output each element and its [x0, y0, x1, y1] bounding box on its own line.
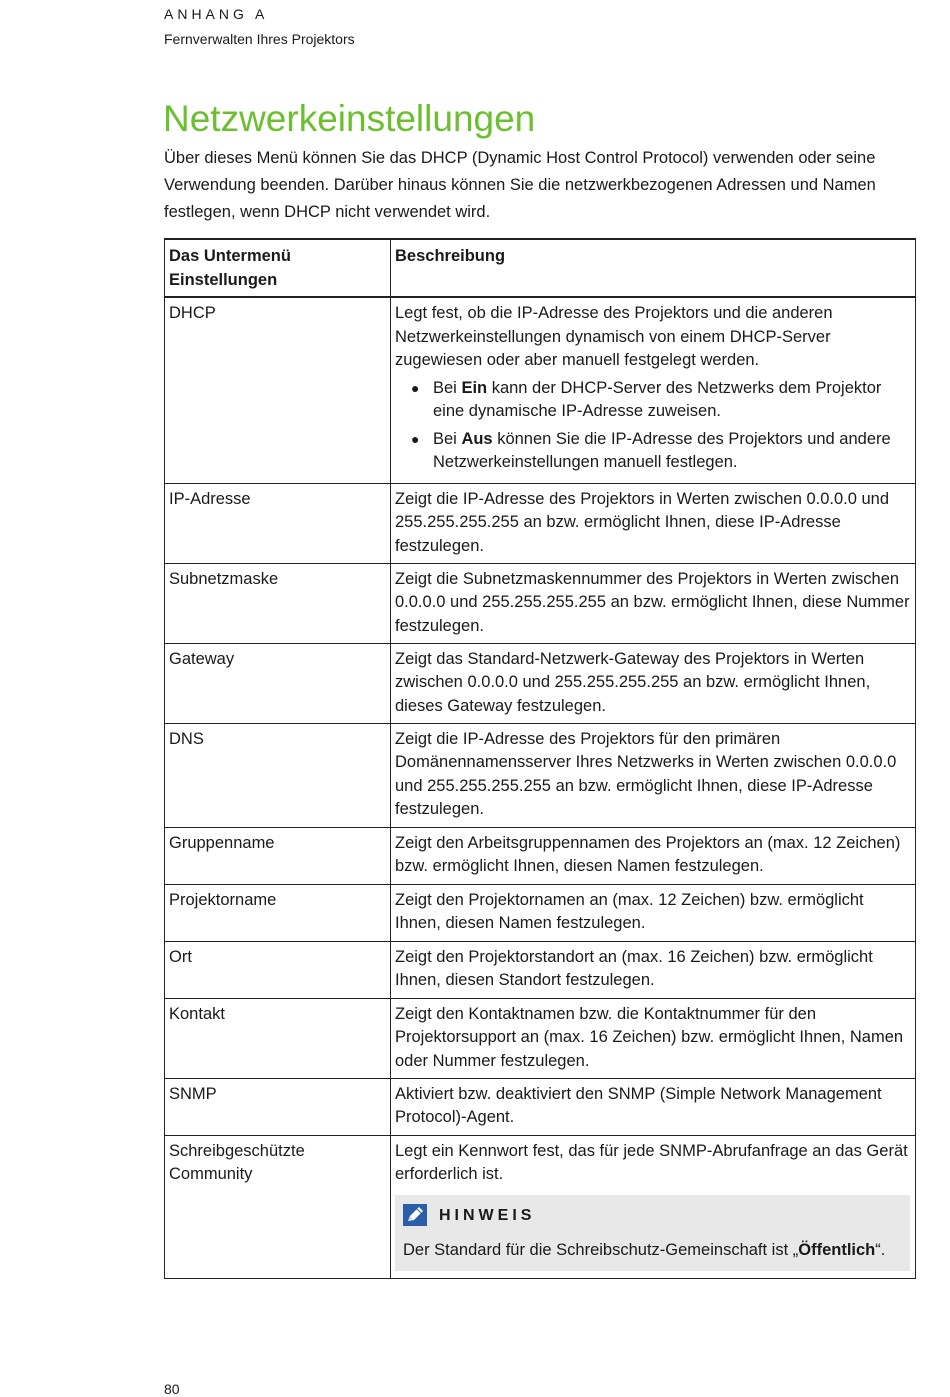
table-row	[165, 941, 916, 998]
setting-name: DHCP	[165, 297, 391, 483]
setting-description: Zeigt den Projektornamen an (max. 12 Zeichen) bzw. ermöglicht Ihnen, diesen Namen festzulegen.	[391, 884, 916, 941]
settings-table	[164, 238, 916, 1279]
page-title: Netzwerkeinstellungen	[163, 98, 536, 139]
table-row	[165, 827, 916, 884]
setting-description: Zeigt den Kontaktnamen bzw. die Kontaktnummer für den Projektorsupport an (max. 16 Zeichen) bzw. ermöglicht Ihnen, Namen oder Nummer festzulegen.	[391, 998, 916, 1078]
table-row	[165, 1135, 916, 1278]
note-header	[403, 1204, 900, 1228]
table-row	[165, 483, 916, 563]
description-text: Legt ein Kennwort fest, das für jede SNMP-Abrufanfrage an das Gerät erforderlich ist.	[395, 1141, 908, 1183]
note-box	[395, 1195, 910, 1271]
column-header-submenu: Das Untermenü Einstellungen	[165, 239, 391, 297]
setting-name: Schreibgeschützte Community	[165, 1135, 391, 1278]
table-header-row	[165, 239, 916, 297]
setting-name: DNS	[165, 723, 391, 827]
page-number: 80	[164, 1381, 180, 1397]
setting-name: Gateway	[165, 643, 391, 723]
value-on: Ein	[461, 378, 488, 397]
setting-name: Subnetzmaske	[165, 563, 391, 643]
note-label: HINWEIS	[439, 1206, 536, 1224]
table-row	[165, 297, 916, 483]
setting-description: Aktiviert bzw. deaktiviert den SNMP (Simple Network Management Protocol)-Agent.	[391, 1078, 916, 1135]
bullet-dot: ●	[411, 430, 420, 447]
list-item: ● Bei Ein kann der DHCP-Server des Netzwerks dem Projektor eine dynamische IP-Adresse zuweisen.	[411, 378, 882, 420]
table-row	[165, 563, 916, 643]
setting-name: Kontakt	[165, 998, 391, 1078]
note-text: Der Standard für die Schreibschutz-Gemeinschaft ist „Öffentlich“.	[403, 1241, 886, 1259]
setting-name: IP-Adresse	[165, 483, 391, 563]
intro-paragraph: Über dieses Menü können Sie das DHCP (Dynamic Host Control Protocol) verwenden oder seine Verwendung beenden. Darüber hinaus können Sie die netzwerkbezogenen Adressen und Namen festlegen, wenn DHCP nicht verwendet wird.	[164, 149, 876, 221]
setting-name: Projektorname	[165, 884, 391, 941]
table-row	[165, 1078, 916, 1135]
pencil-note-icon	[403, 1204, 427, 1226]
bullet-list	[395, 377, 910, 475]
default-value: Öffentlich	[798, 1241, 876, 1259]
setting-description: Zeigt die IP-Adresse des Projektors in Werten zwischen 0.0.0.0 und 255.255.255.255 an bzw. ermöglicht Ihnen, diese IP-Adresse festzulegen.	[391, 483, 916, 563]
setting-description: Zeigt den Projektorstandort an (max. 16 Zeichen) bzw. ermöglicht Ihnen, diesen Standort festzulegen.	[391, 941, 916, 998]
value-off: Aus	[461, 429, 493, 448]
list-item: ● Bei Aus können Sie die IP-Adresse des Projektors und andere Netzwerkeinstellungen manuell festlegen.	[411, 429, 891, 471]
setting-description: Zeigt die IP-Adresse des Projektors für den primären Domänennamensserver Ihres Netzwerks in Werten zwischen 0.0.0.0 und 255.255.255.255 an bzw. ermöglicht Ihnen, diese IP-Adresse festzulegen.	[391, 723, 916, 827]
setting-name: Ort	[165, 941, 391, 998]
bullet-dot: ●	[411, 379, 420, 396]
chapter-header: ANHANG A	[164, 6, 269, 22]
setting-description	[391, 297, 916, 483]
chapter-subtitle: Fernverwalten Ihres Projektors	[164, 31, 355, 47]
setting-description	[391, 1135, 916, 1278]
table-row	[165, 884, 916, 941]
table-row	[165, 723, 916, 827]
description-text: Legt fest, ob die IP-Adresse des Projektors und die anderen Netzwerkeinstellungen dynamisch von einem DHCP-Server zugewiesen oder aber manuell festgelegt werden.	[395, 304, 833, 369]
table-row	[165, 998, 916, 1078]
column-header-description: Beschreibung	[391, 239, 916, 297]
table-row	[165, 643, 916, 723]
setting-name: SNMP	[165, 1078, 391, 1135]
setting-description: Zeigt den Arbeitsgruppennamen des Projektors an (max. 12 Zeichen) bzw. ermöglicht Ihnen, diesen Namen festzulegen.	[391, 827, 916, 884]
setting-description: Zeigt die Subnetzmaskennummer des Projektors in Werten zwischen 0.0.0.0 und 255.255.255.255 an bzw. ermöglicht Ihnen, diese Nummer festzulegen.	[391, 563, 916, 643]
setting-name: Gruppenname	[165, 827, 391, 884]
setting-description: Zeigt das Standard-Netzwerk-Gateway des Projektors in Werten zwischen 0.0.0.0 und 255.255.255.255 an bzw. ermöglicht Ihnen, dieses Gateway festzulegen.	[391, 643, 916, 723]
